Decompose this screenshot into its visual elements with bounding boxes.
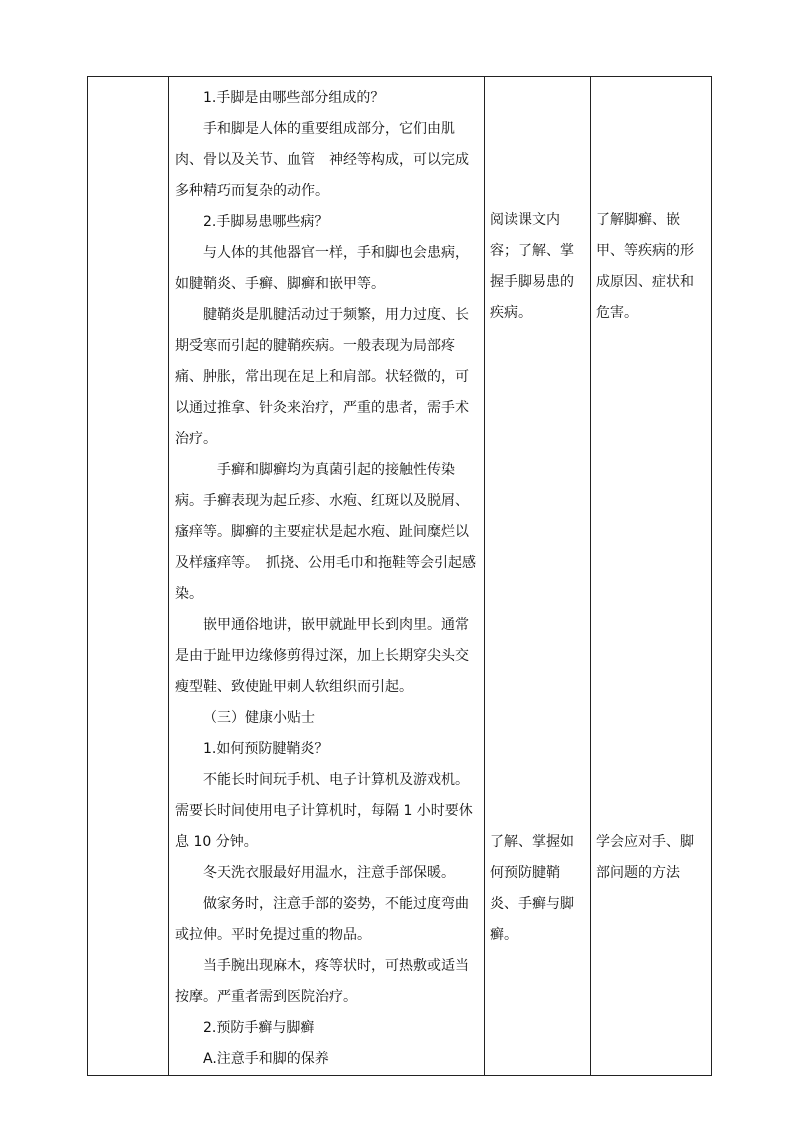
question-heading: 1.手脚是由哪些部分组成的？: [203, 90, 385, 106]
paragraph: 与人体的其他器官一样，手和脚也会患病，如腱鞘炎、手癣、脚癣和嵌甲等。: [175, 245, 469, 292]
activity-cell: [485, 77, 591, 1076]
lesson-table: [87, 76, 712, 1076]
paragraph: 嵌甲通俗地讲，嵌甲就趾甲长到肉里。通常是由于趾甲边缘修剪得过深，加上长期穿尖头交 瘦型鞋、致使趾甲刺人软组织而引起。: [175, 617, 483, 695]
activity-text: 阅读课文内容；了解、掌握手脚易患的疾病。: [490, 212, 574, 321]
question-heading: 1.如何预防腱鞘炎？: [203, 741, 329, 757]
blank-column-cell: [88, 77, 169, 1076]
section-heading: （三）健康小贴士: [203, 710, 315, 726]
paragraph: 手和脚是人体的重要组成部分，它们由肌肉、骨以及关节、血管 神经等构成，可以完成多种精巧而复杂的动作。: [175, 121, 469, 199]
content-text: [169, 77, 484, 1075]
paragraph: 做家务时，注意手部的姿势，不能过度弯曲或拉伸。平时免提过重的物品。: [175, 896, 469, 943]
goal-text: 学会应对手、脚部问题的方法: [596, 834, 694, 881]
activity-text: 了解、掌握如何预防腱鞘炎、手癣与脚癣。: [490, 834, 574, 943]
table-row: [88, 77, 712, 1076]
paragraph: 手癣和脚癣均为真菌引起的接触性传染病。手癣表现为起丘疹、水疱、红斑以及脱屑、 瘙痒等。脚癣的主要症状是起水疱、趾间糜烂以及样瘙痒等。 抓挠、公用毛巾和拖鞋等会引起感染。: [175, 462, 476, 602]
paragraph: 冬天洗衣服最好用温水，注意手部保暖。: [203, 865, 455, 881]
paragraph: A.注意手和脚的保养: [203, 1051, 329, 1067]
goal-text: 了解脚癣、嵌甲、等疾病的形成原因、症状和危害。: [596, 212, 694, 321]
paragraph: 不能长时间玩手机、电子计算机及游戏机。需要长时间使用电子计算机时，每隔 1 小时要休息 10 分钟。: [175, 772, 473, 850]
paragraph: 当手腕出现麻木，疼等状时，可热敷或适当按摩。严重者需到医院治疗。: [175, 958, 469, 1005]
question-heading: 2.手脚易患哪些病？: [203, 214, 329, 230]
content-cell: [169, 77, 485, 1076]
goal-cell: [591, 77, 712, 1076]
question-heading: 2.预防手癣与脚癣: [203, 1020, 315, 1036]
paragraph: 腱鞘炎是肌腱活动过于频繁，用力过度、长期受寒而引起的腱鞘疾病。一般表现为局部疼痛、肿胀，常出现在足上和肩部。状轻微的，可以通过推拿、针灸来治疗，严重的患者，需手术治疗。: [175, 307, 469, 447]
